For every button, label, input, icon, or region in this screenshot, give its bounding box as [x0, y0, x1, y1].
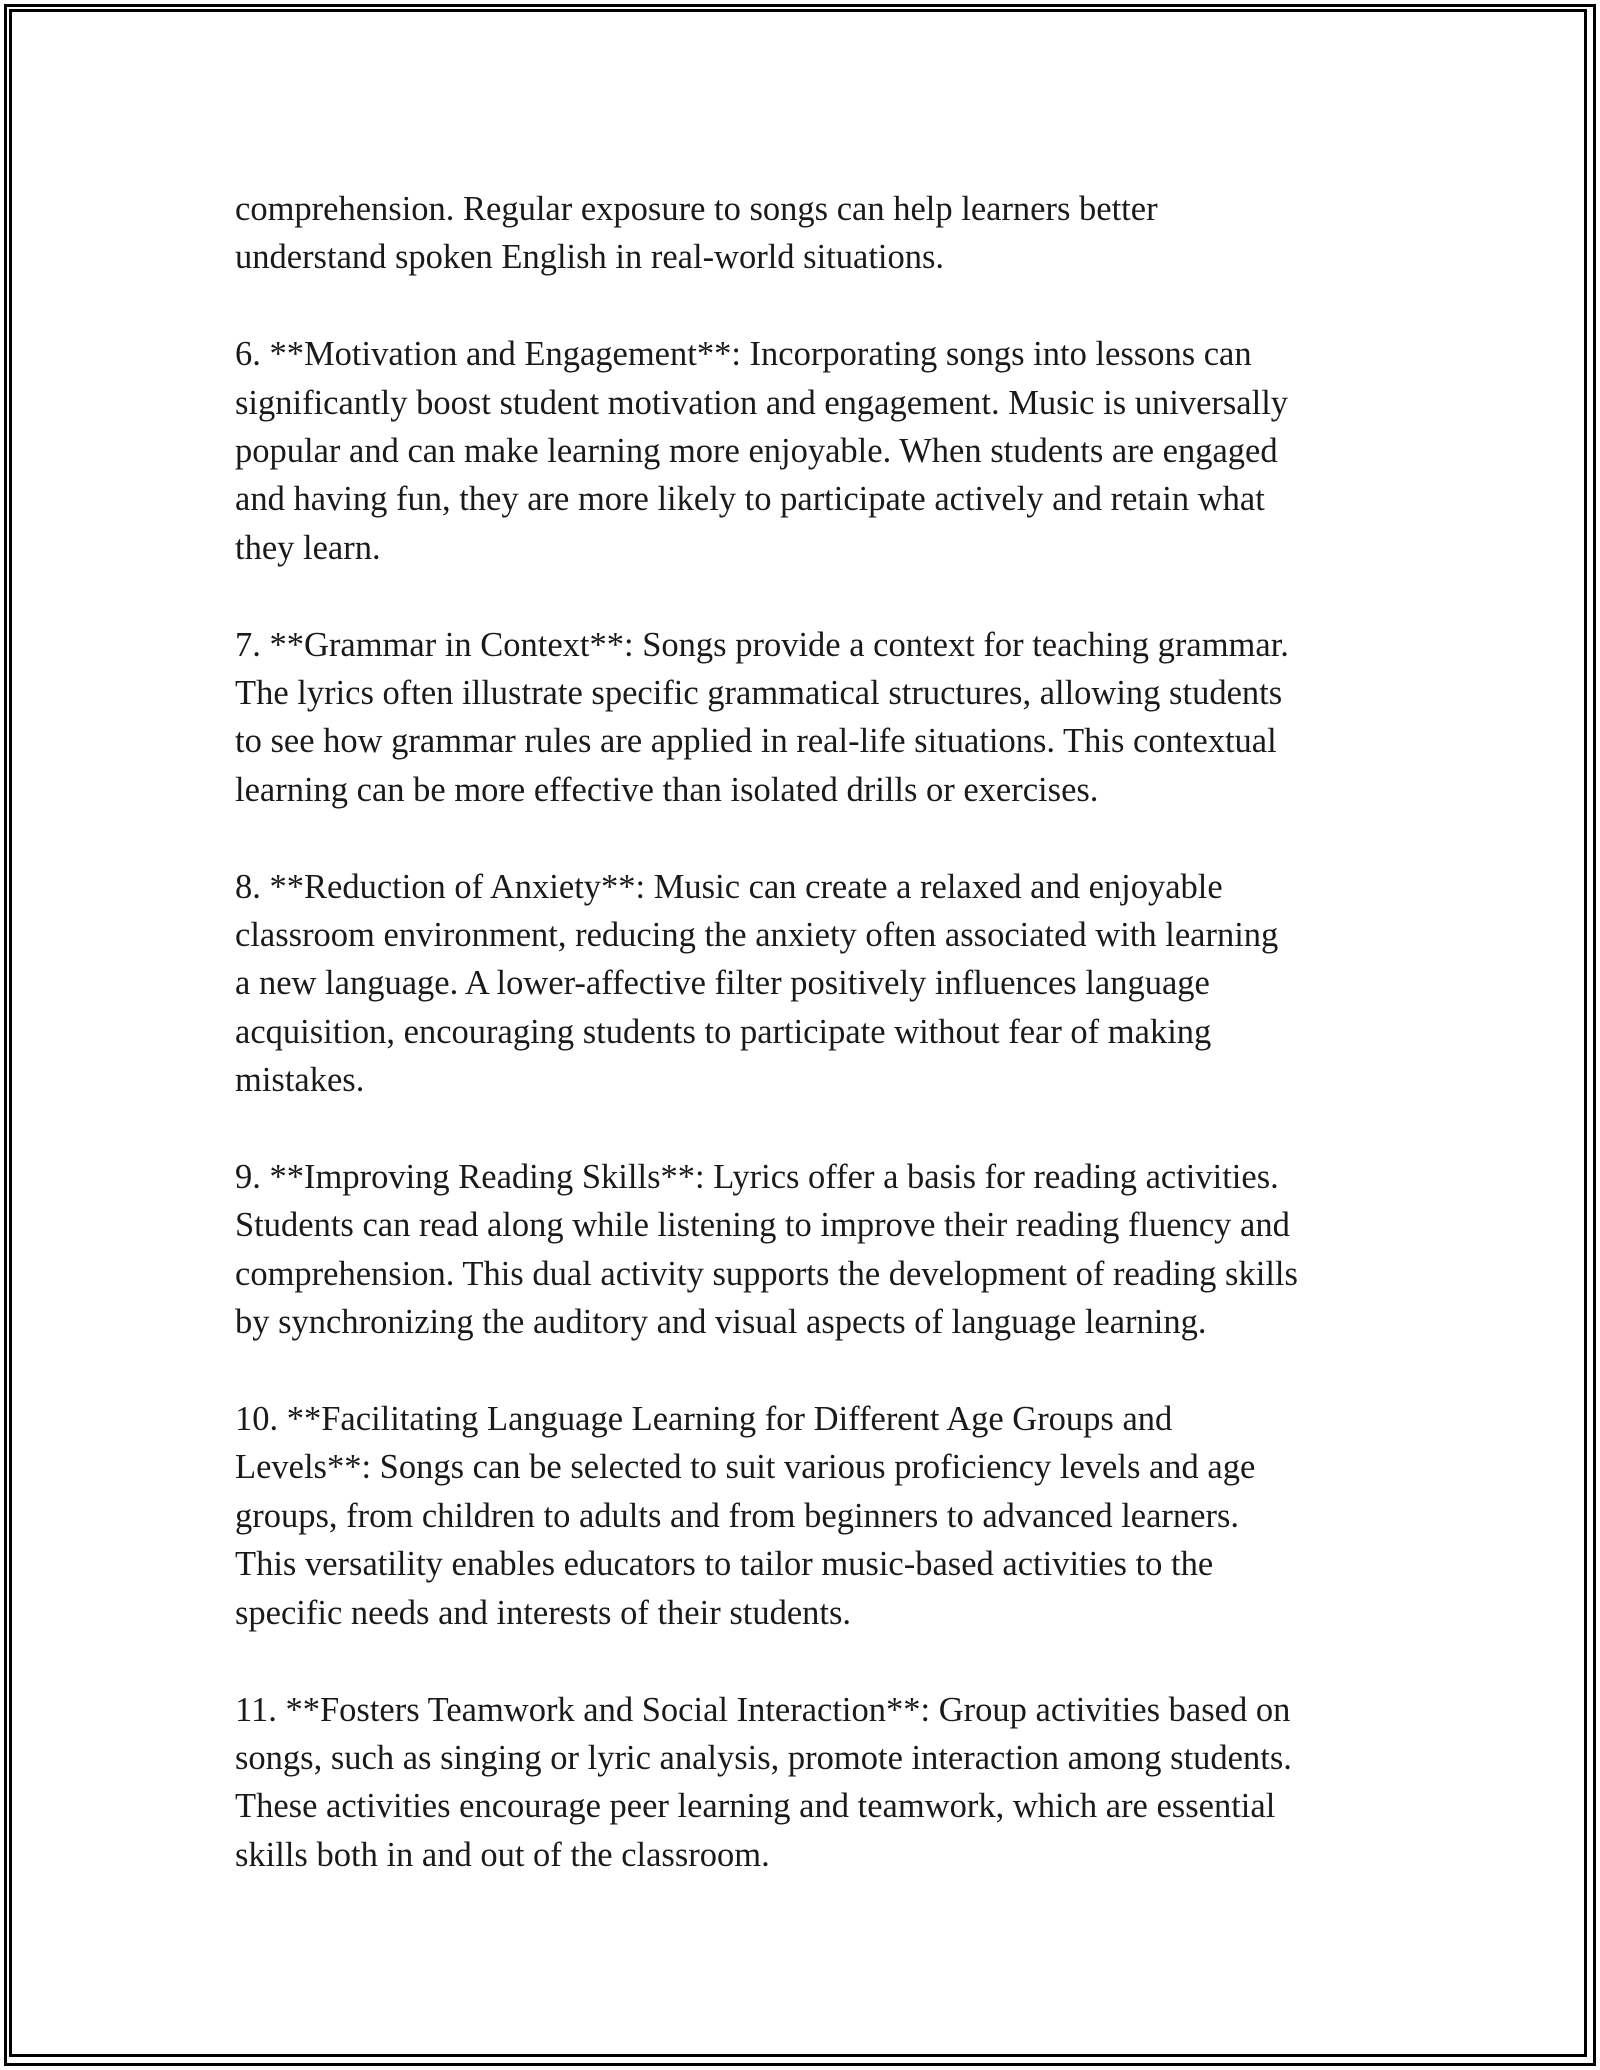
- text-line: 7. **Grammar in Context**: Songs provide a context for teaching grammar.: [235, 625, 1289, 664]
- paragraph-grammar-in-context: [235, 621, 1375, 815]
- text-line: to see how grammar rules are applied in real-life situations. This contextual: [235, 722, 1277, 761]
- paragraph-comprehension-continued: [235, 185, 1375, 282]
- text-line: comprehension. This dual activity supports the development of reading skills: [235, 1254, 1298, 1293]
- text-line: 9. **Improving Reading Skills**: Lyrics offer a basis for reading activities.: [235, 1158, 1279, 1197]
- text-line: This versatility enables educators to tailor music-based activities to the: [235, 1545, 1214, 1584]
- text-line: learning can be more effective than isolated drills or exercises.: [235, 770, 1099, 809]
- text-line: songs, such as singing or lyric analysis, promote interaction among students.: [235, 1738, 1292, 1777]
- text-line: significantly boost student motivation and engagement. Music is universally: [235, 383, 1289, 422]
- paragraph-different-age-groups: [235, 1395, 1375, 1637]
- text-line: classroom environment, reducing the anxiety often associated with learning: [235, 916, 1279, 955]
- text-line: and having fun, they are more likely to participate actively and retain what: [235, 480, 1265, 519]
- text-line: Students can read along while listening to improve their reading fluency and: [235, 1206, 1290, 1245]
- paragraph-teamwork-social-interaction: [235, 1686, 1375, 1880]
- text-line: groups, from children to adults and from beginners to advanced learners.: [235, 1496, 1240, 1535]
- text-line: understand spoken English in real-world situations.: [235, 238, 945, 277]
- text-line: acquisition, encouraging students to participate without fear of making: [235, 1012, 1212, 1051]
- text-line: by synchronizing the auditory and visual aspects of language learning.: [235, 1303, 1207, 1342]
- text-line: a new language. A lower-affective filter positively influences language: [235, 964, 1210, 1003]
- text-line: 11. **Fosters Teamwork and Social Interaction**: Group activities based on: [235, 1690, 1291, 1729]
- text-line: These activities encourage peer learning and teamwork, which are essential: [235, 1787, 1276, 1826]
- text-line: The lyrics often illustrate specific grammatical structures, allowing students: [235, 674, 1283, 713]
- text-line: popular and can make learning more enjoyable. When students are engaged: [235, 432, 1278, 471]
- text-line: mistakes.: [235, 1061, 365, 1100]
- paragraph-reduction-of-anxiety: [235, 863, 1375, 1105]
- text-line: skills both in and out of the classroom.: [235, 1835, 770, 1874]
- text-line: comprehension. Regular exposure to songs can help learners better: [235, 190, 1158, 228]
- text-line: 10. **Facilitating Language Learning for Different Age Groups and: [235, 1400, 1173, 1439]
- text-line: Levels**: Songs can be selected to suit various proficiency levels and age: [235, 1448, 1256, 1487]
- text-line: 6. **Motivation and Engagement**: Incorporating songs into lessons can: [235, 335, 1252, 374]
- text-line: they learn.: [235, 528, 381, 567]
- paragraph-improving-reading-skills: [235, 1153, 1375, 1347]
- text-line: 8. **Reduction of Anxiety**: Music can create a relaxed and enjoyable: [235, 867, 1223, 906]
- text-line: specific needs and interests of their students.: [235, 1593, 852, 1632]
- document-body: [235, 185, 1375, 1928]
- paragraph-motivation-engagement: [235, 330, 1375, 572]
